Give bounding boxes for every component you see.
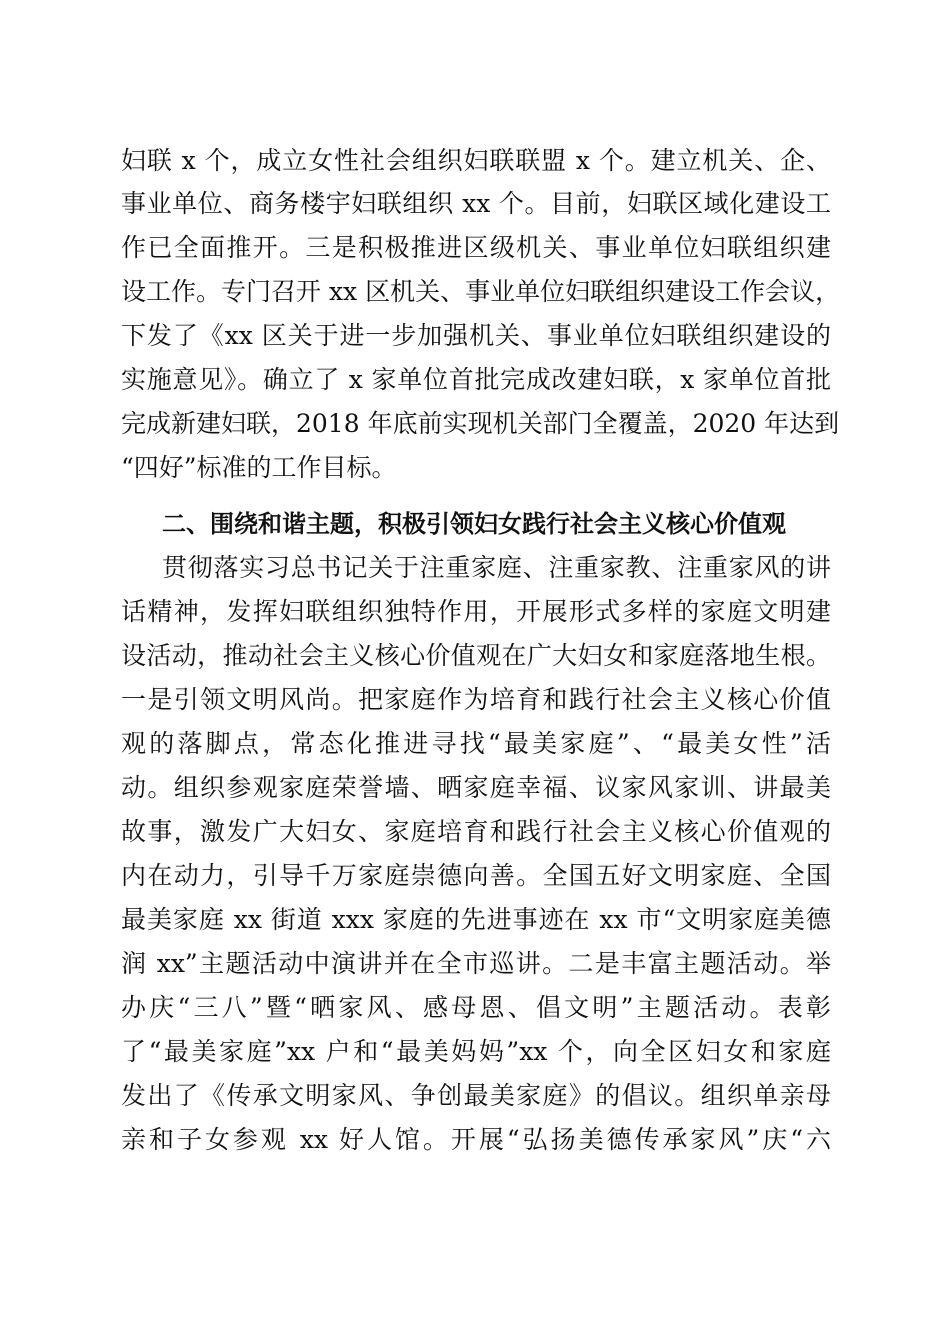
paragraph-line: 一是引领文明风尚。把家庭作为培育和践行社会主义核心价值 [121,685,831,714]
paragraph-line: 事业单位、商务楼宇妇联组织 xx 个。目前，妇联区域化建设工 [121,189,831,218]
paragraph-line: 最美家庭 xx 街道 xxx 家庭的先进事迹在 xx 市“文明家庭美德 [121,905,831,934]
paragraph-line: 下发了《xx 区关于进一步加强机关、事业单位妇联组织建设的 [121,321,831,350]
paragraph-line: 完成新建妇联，2018 年底前实现机关部门全覆盖，2020 年达到 [121,409,840,438]
paragraph-line: 作已全面推开。三是积极推进区级机关、事业单位妇联组织建 [121,233,831,262]
paragraph-line: 实施意见》。确立了 x 家单位首批完成改建妇联，x 家单位首批 [121,365,831,394]
paragraph-line: 了“最美家庭”xx 户和“最美妈妈”xx 个，向全区妇女和家庭 [121,1037,831,1066]
paragraph-line: 设活动，推动社会主义核心价值观在广大妇女和家庭落地生根。 [121,641,831,670]
section-heading: 二、围绕和谐主题，积极引领妇女践行社会主义核心价值观 [162,510,786,538]
paragraph-line: 内在动力，引导千万家庭崇德向善。全国五好文明家庭、全国 [121,861,831,890]
paragraph-line: 润 xx”主题活动中演讲并在全市巡讲。二是丰富主题活动。举 [121,949,831,978]
paragraph-line: 亲和子女参观 xx 好人馆。开展“弘扬美德传承家风”庆“六 [121,1125,831,1154]
paragraph-line: “四好”标准的工作目标。 [121,453,397,482]
paragraph-line: 动。组织参观家庭荣誉墙、晒家庭幸福、议家风家训、讲最美 [121,773,831,802]
paragraph-line: 办庆“三八”暨“晒家风、感母恩、倡文明”主题活动。表彰 [121,993,831,1022]
paragraph-line: 妇联 x 个，成立女性社会组织妇联联盟 x 个。建立机关、企、 [121,146,831,175]
paragraph-line: 发出了《传承文明家风、争创最美家庭》的倡议。组织单亲母 [121,1081,831,1110]
paragraph-line: 设工作。专门召开 xx 区机关、事业单位妇联组织建设工作会议， [121,277,841,306]
paragraph-line: 话精神，发挥妇联组织独特作用，开展形式多样的家庭文明建 [121,597,831,626]
paragraph-line: 观的落脚点，常态化推进寻找“最美家庭”、“最美女性”活 [121,729,831,758]
paragraph-line: 贯彻落实习总书记关于注重家庭、注重家教、注重家风的讲 [162,553,831,582]
paragraph-line: 故事，激发广大妇女、家庭培育和践行社会主义核心价值观的 [121,817,831,846]
